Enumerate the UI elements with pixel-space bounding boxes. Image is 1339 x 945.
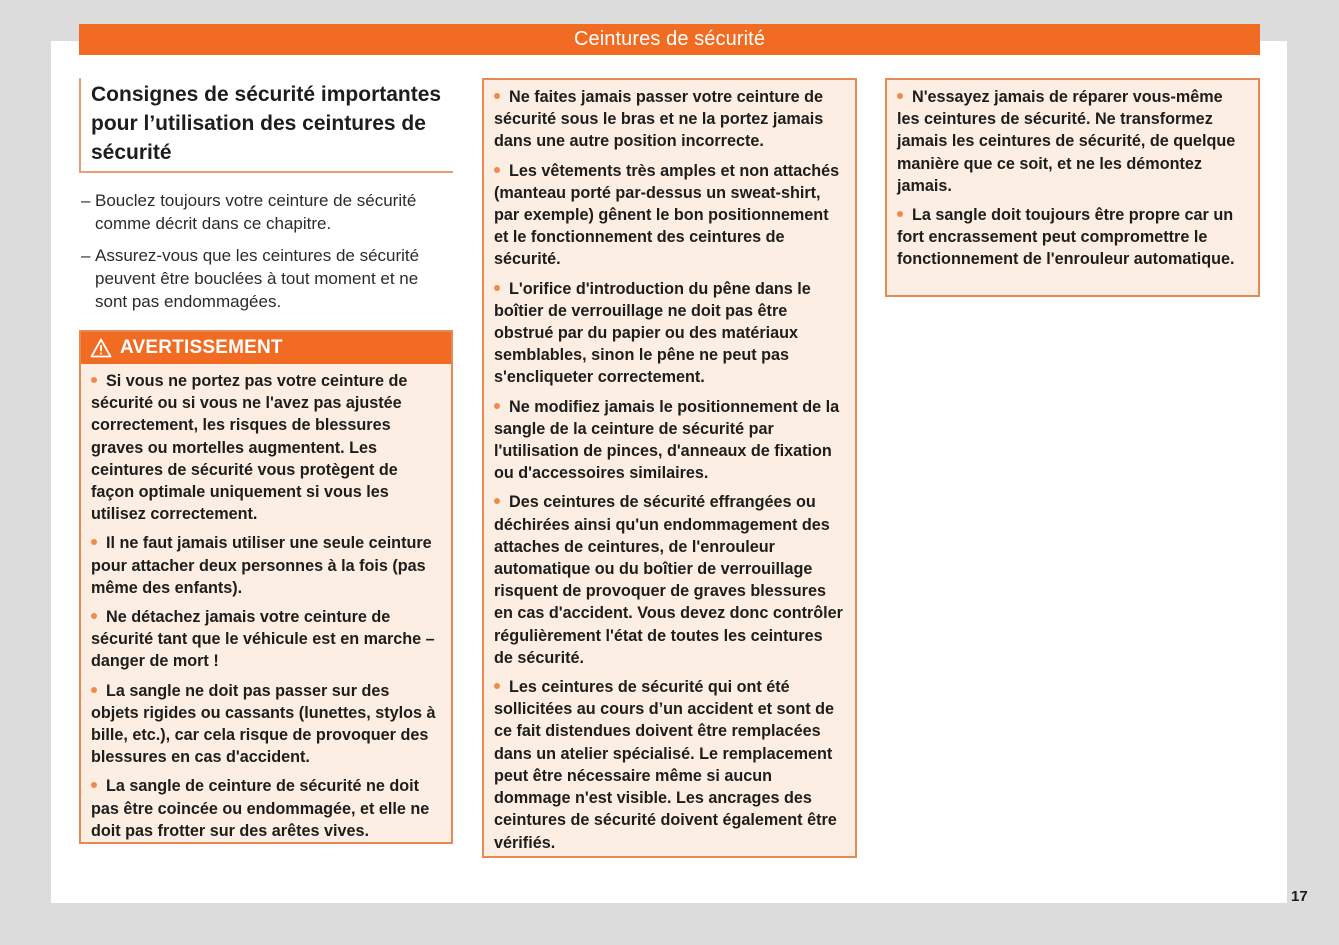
- bullet-dot-icon: [494, 285, 500, 291]
- bullet-dot-icon: [91, 377, 97, 383]
- warning-item-text: Les vêtements très amples et non attachés (manteau porté par-dessus un sweat-shirt, par exemple) gênent le bon positionnement et le fonctionnement des ceintures de sécurité.: [494, 161, 840, 269]
- warning-item: [897, 86, 1248, 197]
- list-item: [81, 244, 453, 313]
- warning-item: [91, 606, 441, 673]
- warning-item-text: La sangle de ceinture de sécurité ne doit pas être coincée ou endommagée, et elle ne doit pas frotter sur des arêtes vives.: [91, 777, 430, 840]
- bullet-dot-icon: [91, 782, 97, 788]
- warning-item-text: Ne modifiez jamais le positionnement de la sangle de la ceinture de sécurité par l'utilisation de pinces, d'anneaux de fixation ou d'accessoires similaires.: [494, 397, 840, 483]
- warning-item: [91, 532, 441, 599]
- warning-item-text: La sangle doit toujours être propre car un fort encrassement peut compromettre le fonctionnement de l'enrouleur automatique.: [897, 206, 1235, 269]
- bullet-dot-icon: [494, 93, 500, 99]
- warning-item-text: N'essayez jamais de réparer vous-même les ceintures de sécurité. Ne transformez jamais les ceintures de sécurité, de quelque manière que ce soit, et ne les démontez jamais.: [897, 88, 1236, 195]
- list-item-text: Assurez-vous que les ceintures de sécurité peuvent être bouclées à tout moment et ne sont pas endommagées.: [95, 246, 420, 311]
- warning-triangle-icon: [90, 338, 112, 358]
- warning-list-middle: [484, 80, 855, 854]
- bullet-dot-icon: [91, 613, 97, 619]
- dash-marker: –: [81, 246, 91, 265]
- warning-item-text: Ne détachez jamais votre ceinture de sécurité tant que le véhicule est en marche – danger de mort !: [91, 608, 435, 671]
- bullet-dot-icon: [91, 539, 97, 545]
- warning-item: [494, 160, 845, 271]
- bullet-dot-icon: [494, 167, 500, 173]
- warning-item: [494, 278, 845, 389]
- section-heading-block: [79, 78, 453, 173]
- warning-item-text: La sangle ne doit pas passer sur des objets rigides ou cassants (lunettes, stylos à bille, etc.), car cela risque de provoquer des blessures en cas d'accident.: [91, 681, 436, 767]
- page-number: 17: [1291, 888, 1308, 905]
- warning-item: [91, 370, 441, 525]
- bullet-dot-icon: [494, 403, 500, 409]
- warning-box: [79, 330, 453, 844]
- section-heading: Consignes de sécurité importantes pour l’utilisation des ceintures de sécurité: [91, 83, 442, 164]
- warning-list-right: [887, 80, 1258, 271]
- left-column: [79, 78, 453, 322]
- warning-item-text: Des ceintures de sécurité effrangées ou déchirées ainsi qu'un endommagement des attaches de ceintures, de l'enrouleur automatique ou du boîtier de verrouillage risquent de provoquer de graves blessures en cas d'accident. Vous devez donc contrôler régulièrement l'état de toutes les ceintures de sécurité.: [494, 493, 843, 667]
- list-item-text: Bouclez toujours votre ceinture de sécurité comme décrit dans ce chapitre.: [95, 191, 417, 233]
- bullet-dot-icon: [897, 211, 903, 217]
- warning-list-left: [81, 364, 451, 842]
- warning-item: [897, 204, 1248, 271]
- list-item: [81, 189, 453, 235]
- warning-continuation-right: [885, 78, 1260, 297]
- warning-header: [81, 332, 451, 364]
- warning-item-text: Il ne faut jamais utiliser une seule ceinture pour attacher deux personnes à la fois (pas même des enfants).: [91, 534, 432, 597]
- warning-item: [494, 396, 845, 485]
- warning-item-text: L'orifice d'introduction du pêne dans le boîtier de verrouillage ne doit pas être obstrué par du papier ou des matériaux semblables, sinon le pêne ne peut pas s'encliqueter correctement.: [494, 279, 811, 387]
- warning-item: [91, 775, 441, 842]
- warning-item: [494, 86, 845, 153]
- bullet-dot-icon: [897, 93, 903, 99]
- bullet-dot-icon: [91, 687, 97, 693]
- warning-item-text: Ne faites jamais passer votre ceinture de sécurité sous le bras et ne la portez jamais dans une autre position incorrecte.: [494, 88, 824, 151]
- chapter-header: [79, 24, 1260, 55]
- warning-item: [91, 680, 441, 769]
- warning-item: [494, 676, 845, 854]
- instruction-list: [79, 189, 453, 313]
- warning-item: [494, 491, 845, 669]
- warning-title: AVERTISSEMENT: [120, 337, 283, 358]
- bullet-dot-icon: [494, 498, 500, 504]
- warning-item-text: Si vous ne portez pas votre ceinture de sécurité ou si vous ne l'avez pas ajustée correctement, les risques de blessures graves ou mortelles augmentent. Les ceintures de sécurité vous protègent de façon optimale uniquement si vous les utilisez correctement.: [91, 372, 408, 524]
- dash-marker: –: [81, 191, 91, 210]
- warning-item-text: Les ceintures de sécurité qui ont été sollicitées au cours d’un accident et sont de ce fait distendues doivent être remplacées dans un atelier spécialisé. Le remplacement peut être nécessaire même si aucun dommage n'est visible. Les ancrages des ceintures de sécurité doivent également être vérifiés.: [494, 678, 837, 852]
- bullet-dot-icon: [494, 683, 500, 689]
- chapter-title: Ceintures de sécurité: [573, 28, 766, 50]
- warning-continuation-middle: [482, 78, 857, 858]
